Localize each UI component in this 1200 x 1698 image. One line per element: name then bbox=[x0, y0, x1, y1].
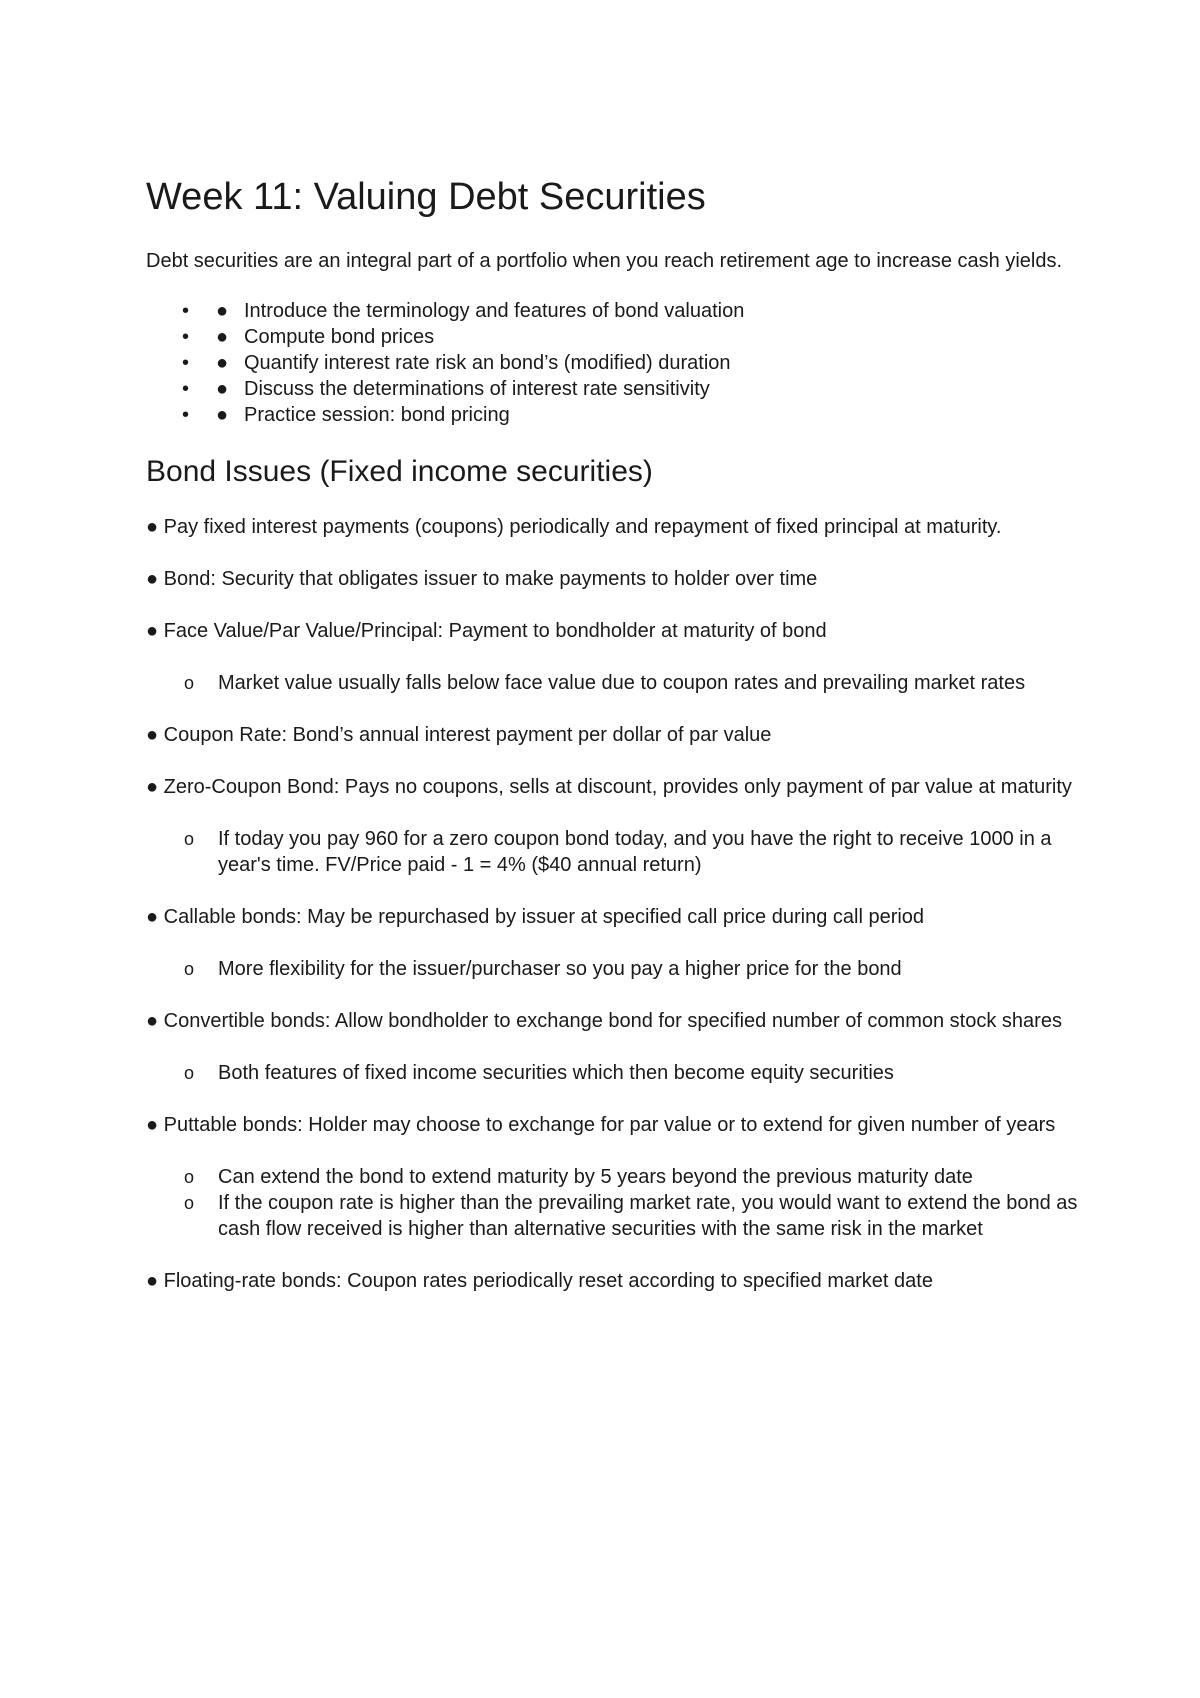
sub-item-text: Market value usually falls below face value due to coupon rates and prevailing market rates bbox=[218, 672, 1026, 694]
circle-bullet-icon: o bbox=[184, 1167, 195, 1187]
bullet-icon: • bbox=[182, 378, 190, 400]
section-heading: Bond Issues (Fixed income securities) bbox=[146, 455, 653, 488]
circle-bullet-icon: o bbox=[184, 673, 195, 693]
sub-list-item bbox=[146, 826, 1080, 878]
bullet-icon: • bbox=[182, 300, 190, 322]
bond-item: ● Coupon Rate: Bond’s annual interest payment per dollar of par value bbox=[146, 724, 772, 746]
bond-item: ● Zero-Coupon Bond: Pays no coupons, sells at discount, provides only payment of par value at maturity bbox=[146, 776, 1072, 798]
bond-item: ● Face Value/Par Value/Principal: Payment to bondholder at maturity of bond bbox=[146, 620, 827, 642]
sub-list-item bbox=[146, 1190, 1080, 1242]
bond-item: ● Puttable bonds: Holder may choose to exchange for par value or to extend for given number of years bbox=[146, 1114, 1056, 1136]
circle-bullet-icon: o bbox=[184, 1063, 195, 1083]
sub-item-text: If the coupon rate is higher than the prevailing market rate, you would want to extend the bond as cash flow received is higher than alternative securities with the same risk in the market bbox=[218, 1192, 1078, 1240]
sub-item-text: More flexibility for the issuer/purchaser so you pay a higher price for the bond bbox=[218, 958, 902, 980]
objective-text: Compute bond prices bbox=[244, 326, 435, 348]
list-item bbox=[146, 350, 1080, 376]
list-item bbox=[146, 402, 1080, 428]
sub-list-item bbox=[146, 956, 1080, 982]
list-item bbox=[146, 298, 1080, 324]
bullet-icon: • bbox=[182, 326, 190, 348]
bond-item: ● Callable bonds: May be repurchased by issuer at specified call price during call period bbox=[146, 906, 925, 928]
bullet-icon: ● bbox=[216, 404, 229, 426]
sub-item-text: Can extend the bond to extend maturity by 5 years beyond the previous maturity date bbox=[218, 1166, 973, 1188]
bullet-icon: ● bbox=[216, 378, 229, 400]
list-item bbox=[146, 376, 1080, 402]
page-title: Week 11: Valuing Debt Securities bbox=[146, 176, 706, 218]
bond-item: ● Pay fixed interest payments (coupons) periodically and repayment of fixed principal at maturity. bbox=[146, 516, 1002, 538]
objective-text: Discuss the determinations of interest rate sensitivity bbox=[244, 378, 710, 400]
bond-item: ● Floating-rate bonds: Coupon rates periodically reset according to specified market date bbox=[146, 1270, 933, 1292]
bond-item: ● Bond: Security that obligates issuer to make payments to holder over time bbox=[146, 568, 818, 590]
sub-list-item bbox=[146, 1164, 1080, 1190]
sub-list bbox=[146, 826, 1080, 878]
sub-list bbox=[146, 956, 1080, 982]
intro-paragraph: Debt securities are an integral part of a portfolio when you reach retirement age to increase cash yields. bbox=[146, 250, 1063, 272]
sub-list-item bbox=[146, 670, 1080, 696]
objectives-list bbox=[146, 298, 1080, 428]
bullet-icon: • bbox=[182, 352, 190, 374]
sub-list bbox=[146, 1060, 1080, 1086]
bond-item: ● Convertible bonds: Allow bondholder to exchange bond for specified number of common stock shares bbox=[146, 1010, 1062, 1032]
circle-bullet-icon: o bbox=[184, 959, 195, 979]
sub-list bbox=[146, 670, 1080, 696]
sub-item-text: Both features of fixed income securities which then become equity securities bbox=[218, 1062, 894, 1084]
circle-bullet-icon: o bbox=[184, 829, 195, 849]
objective-text: Introduce the terminology and features of bond valuation bbox=[244, 300, 745, 322]
objective-text: Practice session: bond pricing bbox=[244, 404, 510, 426]
bullet-icon: • bbox=[182, 404, 190, 426]
circle-bullet-icon: o bbox=[184, 1193, 195, 1213]
sub-list bbox=[146, 1164, 1080, 1242]
bullet-icon: ● bbox=[216, 352, 229, 374]
list-item bbox=[146, 324, 1080, 350]
bullet-icon: ● bbox=[216, 300, 229, 322]
bullet-icon: ● bbox=[216, 326, 229, 348]
sub-list-item bbox=[146, 1060, 1080, 1086]
sub-item-text: If today you pay 960 for a zero coupon bond today, and you have the right to receive 1000 in a year's time. FV/Price paid - 1 = 4% ($40 annual return) bbox=[218, 828, 1052, 876]
objective-text: Quantify interest rate risk an bond’s (modified) duration bbox=[244, 352, 731, 374]
